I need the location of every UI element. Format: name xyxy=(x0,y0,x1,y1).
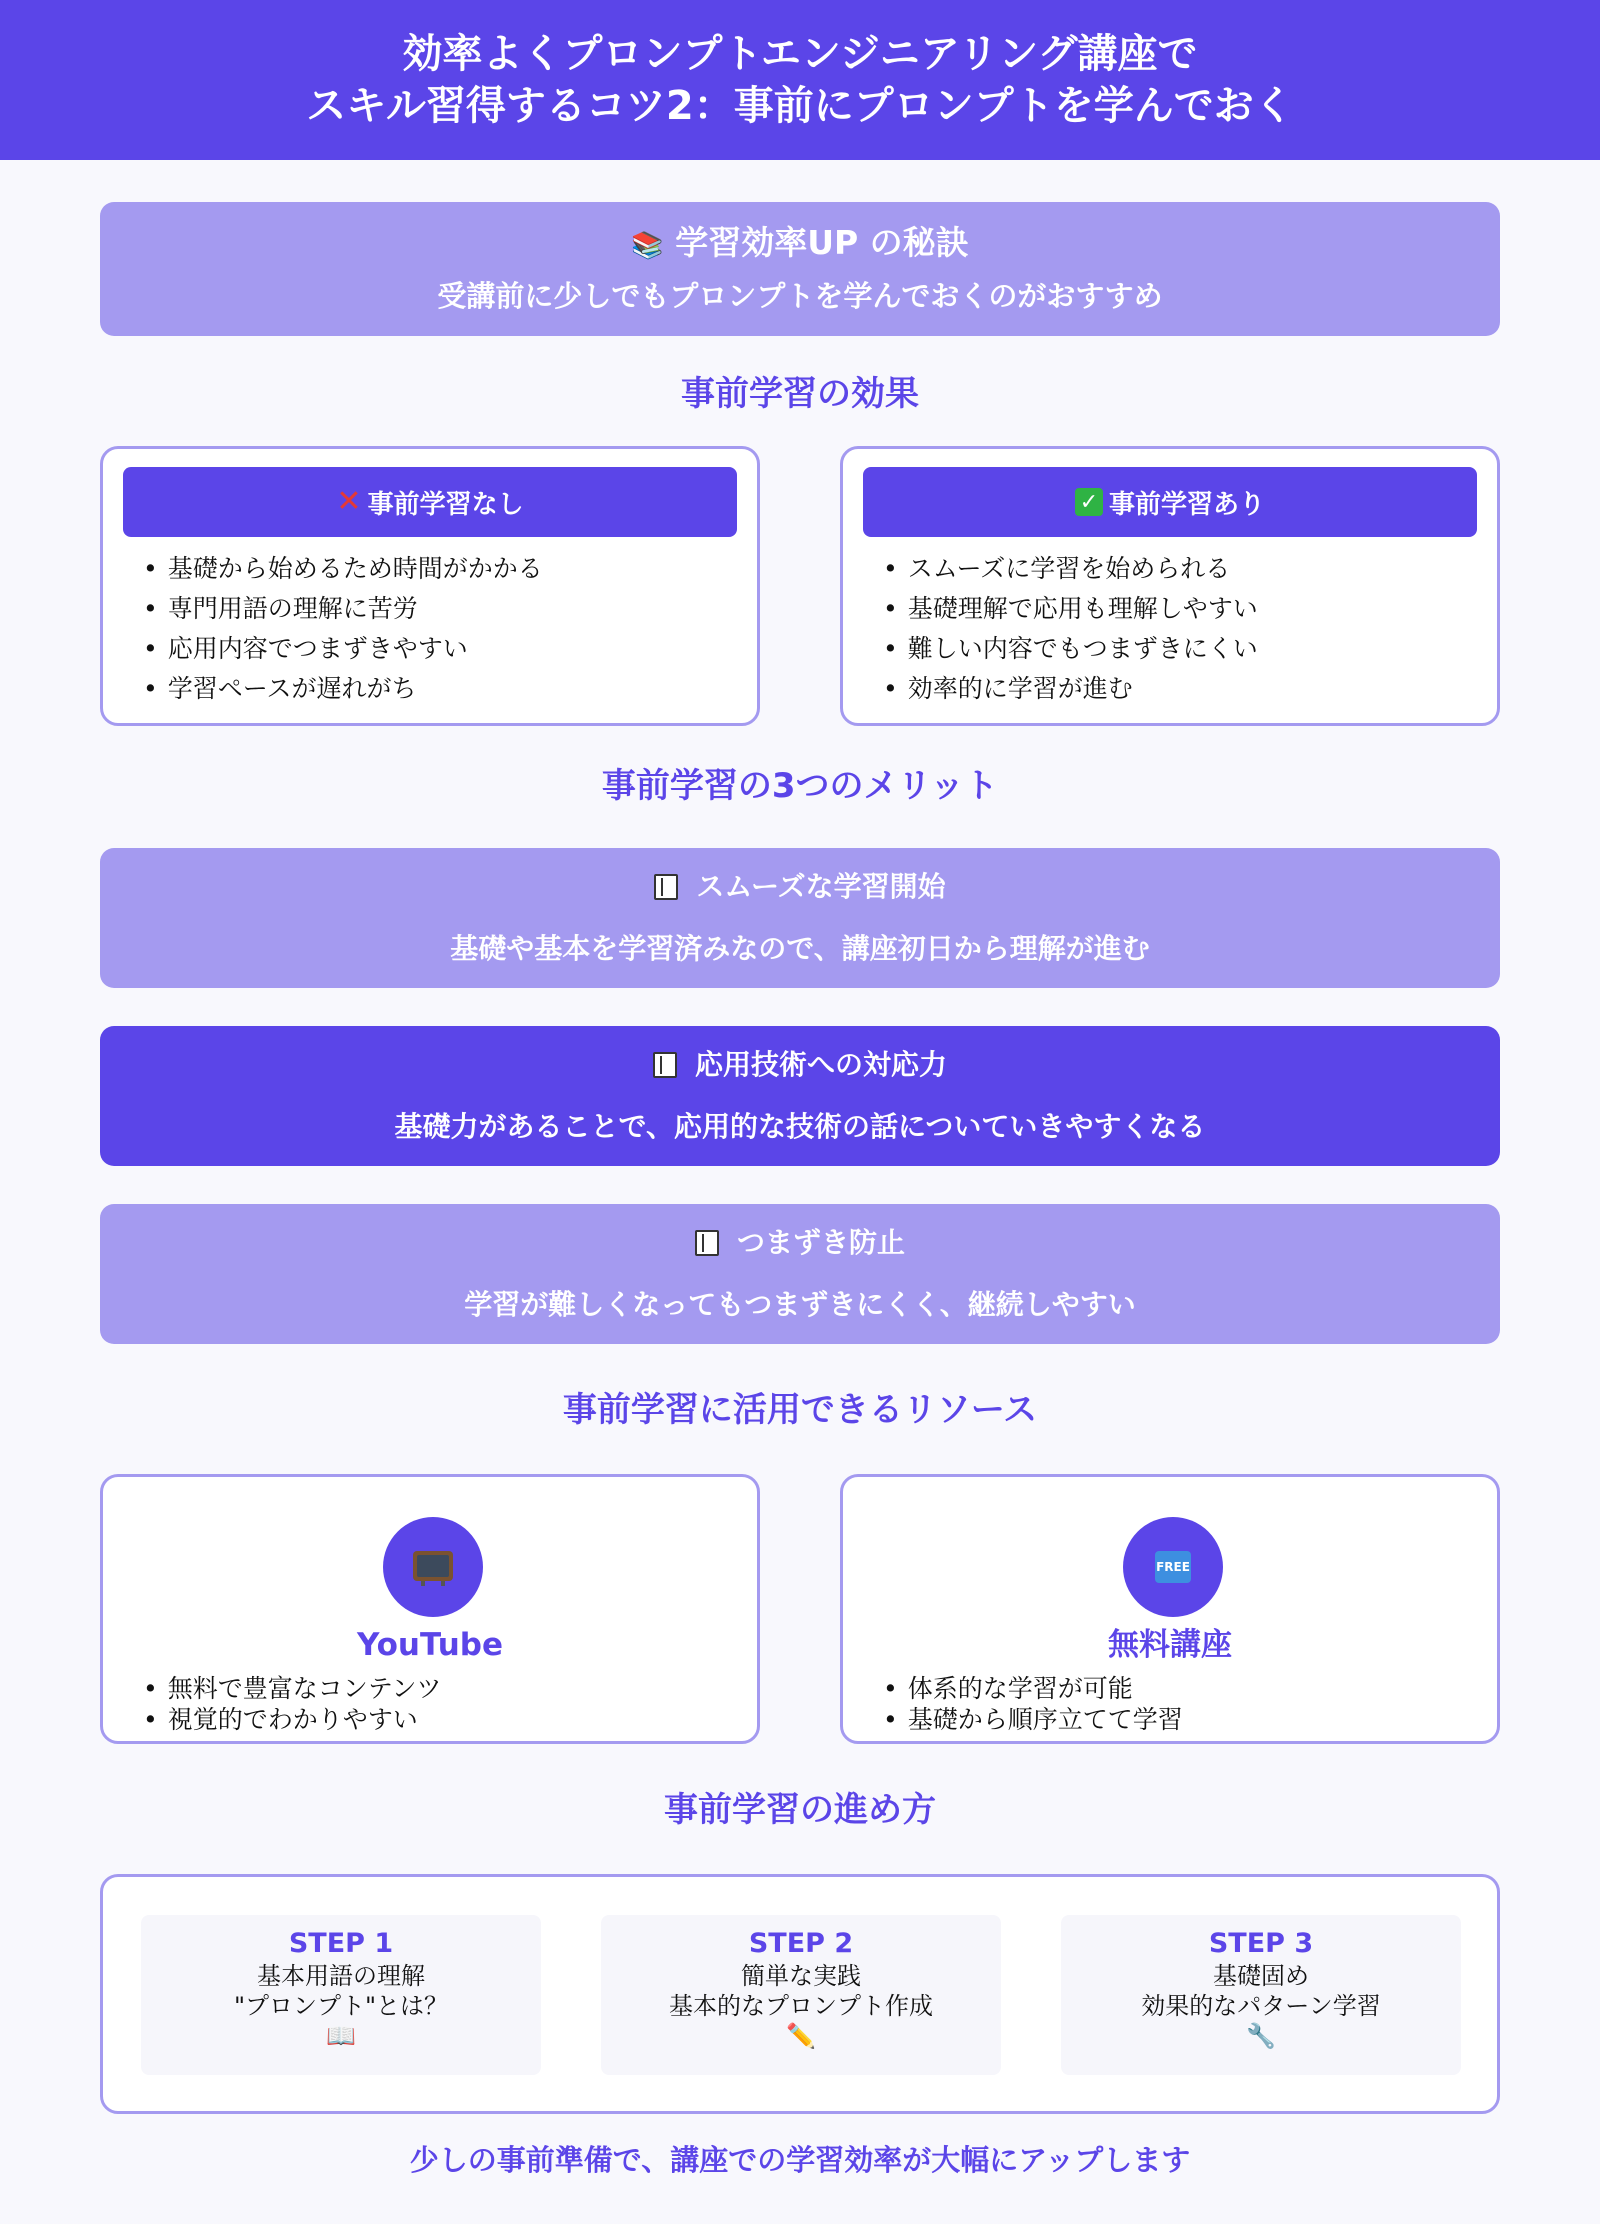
tip-subtitle: 受講前に少しでもプロンプトを学んでおくのがおすすめ xyxy=(437,279,1163,313)
free-course-resource-card xyxy=(840,1474,1500,1744)
page-title-line1: 効率よくプロンプトエンジニアリング講座で xyxy=(402,31,1198,77)
list-item: • 体系的な学習が可能 xyxy=(883,1673,1183,1704)
youtube-icon-circle xyxy=(383,1517,483,1617)
list-item: • 視覚的でわかりやすい xyxy=(143,1704,442,1735)
list-item: • 基礎理解で応用も理解しやすい xyxy=(883,589,1258,629)
free-course-feature-list xyxy=(883,1673,1183,1735)
list-item: • 専門用語の理解に苦労 xyxy=(143,589,543,629)
list-item: • 基礎から順序立てて学習 xyxy=(883,1704,1183,1735)
books-icon: 📚 xyxy=(631,231,664,261)
merit-title: 応用技術への対応力 xyxy=(694,1048,947,1081)
book-icon xyxy=(695,1230,719,1256)
with-prestudy-title: 事前学習あり xyxy=(1108,489,1265,520)
cross-mark-icon: ✕ xyxy=(336,484,362,519)
without-prestudy-list xyxy=(143,549,543,709)
merits-title: 事前学習の3つのメリット xyxy=(601,766,999,806)
step-line2: "プロンプト"とは？ xyxy=(233,1992,449,2020)
merit-description: 学習が難しくなってもつまずきにくく、継続しやすい xyxy=(464,1288,1136,1321)
step-label: STEP 2 xyxy=(748,1928,854,1959)
tip-title-row xyxy=(631,219,968,267)
tip-box xyxy=(100,202,1500,336)
effects-title: 事前学習の効果 xyxy=(681,374,919,414)
check-mark-icon: ✓ xyxy=(1075,488,1103,516)
merit-description: 基礎力があることで、応用的な技術の話についていきやすくなる xyxy=(394,1110,1206,1143)
merit-card-1 xyxy=(100,848,1500,988)
without-prestudy-card xyxy=(100,446,760,726)
television-icon xyxy=(411,1547,455,1587)
with-prestudy-card xyxy=(840,446,1500,726)
youtube-resource-card xyxy=(100,1474,760,1744)
merit-title: つまずき防止 xyxy=(736,1226,905,1259)
book-icon xyxy=(654,874,678,900)
tip-title: 学習効率UP の秘訣 xyxy=(675,223,969,262)
resources-title: 事前学習に活用できるリソース xyxy=(562,1390,1038,1430)
step-line1: 基本用語の理解 xyxy=(257,1962,425,1990)
step-line2: 効果的なパターン学習 xyxy=(1141,1992,1381,2020)
step-line1: 基礎固め xyxy=(1213,1962,1309,1990)
step-3 xyxy=(1061,1915,1461,2075)
merit-description: 基礎や基本を学習済みなので、講座初日から理解が進む xyxy=(450,932,1150,965)
list-item: • 効率的に学習が進む xyxy=(883,669,1258,709)
list-item: • 応用内容でつまずきやすい xyxy=(143,629,543,669)
list-item: • 基礎から始めるため時間がかかる xyxy=(143,549,543,589)
free-course-title: 無料講座 xyxy=(1108,1627,1232,1663)
list-item: • 学習ペースが遅れがち xyxy=(143,669,543,709)
list-item: • 難しい内容でもつまずきにくい xyxy=(883,629,1258,669)
steps-card xyxy=(100,1874,1500,2114)
list-item: • スムーズに学習を始められる xyxy=(883,549,1258,589)
pencil-icon: ✏️ xyxy=(786,2022,816,2050)
wrench-icon: 🔧 xyxy=(1246,2022,1276,2050)
steps-title: 事前学習の進め方 xyxy=(664,1790,936,1830)
step-label: STEP 3 xyxy=(1208,1928,1314,1959)
without-prestudy-title: 事前学習なし xyxy=(367,489,524,520)
step-label: STEP 1 xyxy=(288,1928,394,1959)
footer-note: 少しの事前準備で、講座での学習効率が大幅にアップします xyxy=(409,2143,1191,2177)
with-prestudy-header xyxy=(863,467,1477,537)
merit-card-2 xyxy=(100,1026,1500,1166)
step-line1: 簡単な実践 xyxy=(741,1962,861,1990)
youtube-title: YouTube xyxy=(357,1627,503,1663)
without-prestudy-header xyxy=(123,467,737,537)
merit-card-3 xyxy=(100,1204,1500,1344)
list-item: • 無料で豊富なコンテンツ xyxy=(143,1673,442,1704)
free-icon-circle xyxy=(1123,1517,1223,1617)
merit-title: スムーズな学習開始 xyxy=(696,870,946,903)
step-1 xyxy=(141,1915,541,2075)
with-prestudy-list xyxy=(883,549,1258,709)
free-badge-icon: FREE xyxy=(1155,1551,1191,1583)
step-line2: 基本的なプロンプト作成 xyxy=(669,1992,933,2020)
page-header xyxy=(0,0,1600,160)
step-2 xyxy=(601,1915,1001,2075)
youtube-feature-list xyxy=(143,1673,442,1735)
page-title-line2: スキル習得するコツ2：事前にプロンプトを学んでおく xyxy=(306,83,1294,129)
book-icon xyxy=(653,1052,677,1078)
open-book-icon: 📖 xyxy=(326,2022,356,2050)
